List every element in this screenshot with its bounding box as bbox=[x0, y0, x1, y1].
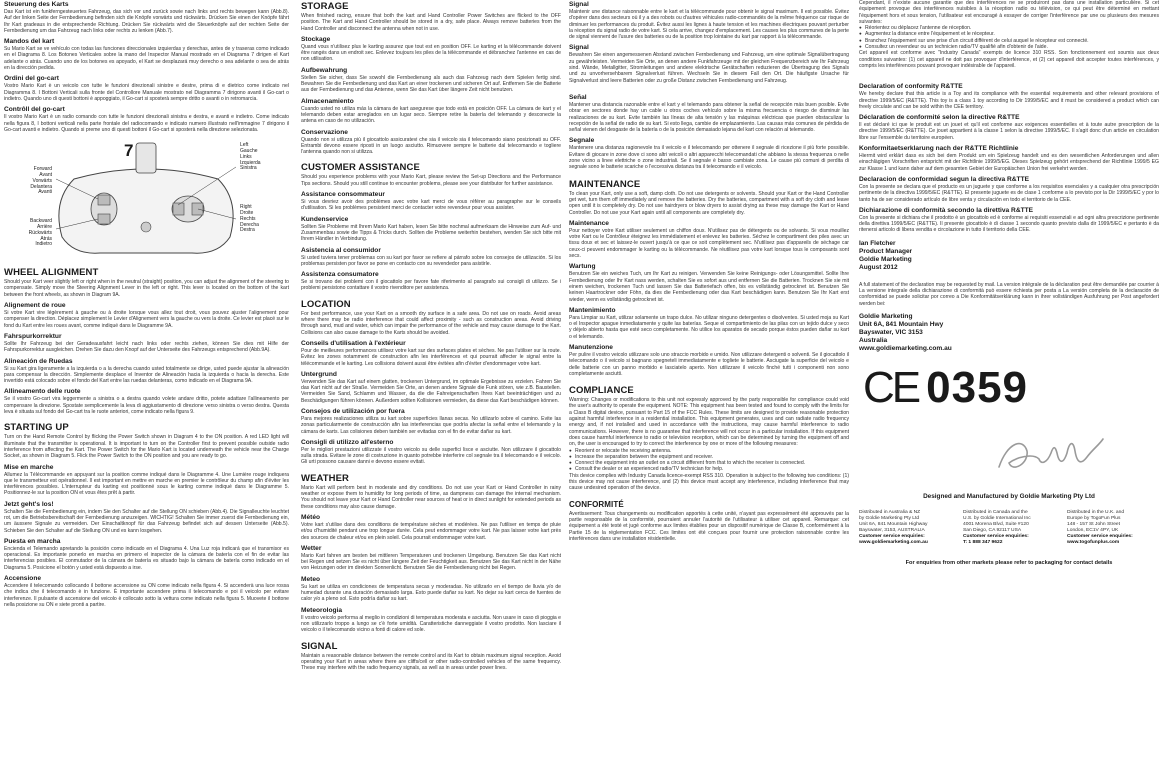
section-text: Accendere il telecomando collocando il bottone accensione su ON come indicato nella figura 4. Si accenderà una luce rossa che indica che il telecomando è in funzione. È importante accendere prima il telecomando e poi il veicolo per evitare interferenze. Il pulsante di accensione del veicolo è collocato sotto la vettura come indicato nella figura 5. Muovete il bottone nella posizione su ON e siete pronti a partire. bbox=[4, 583, 289, 608]
customer-service-label: Customer service enquiries: bbox=[1067, 533, 1133, 539]
section-text: Mario Kart will perform best in moderate and dry conditions. Do not use your Kart or Hand Controller in rainy weather or expose them to humidity for long periods of time, as dampness can damage the internal mechanism. You should not leave your Kart or Hand Controller near sources of heat or in direct sunlight for extended periods as these conditions may also cause damage. bbox=[301, 484, 561, 510]
section-accensione bbox=[4, 575, 289, 608]
section-text: Para mejores realizaciones utiliza su kart sobre superficies llanas secas. No utilizarlo sobre el camino. Evite las zonas particularmente de construcción afin las interferencias que podría afectar la señal entre el telemando y la cámara de karts. Las colisiones deben también ser evitadas con el fin de evitar dañar su kart. bbox=[301, 415, 561, 435]
section-weather bbox=[301, 473, 561, 510]
section-declaration-en bbox=[859, 83, 1159, 110]
address-line: Goldie Marketing bbox=[859, 312, 913, 320]
distributor-line: Distributed in the U.K. and bbox=[1067, 509, 1125, 515]
section-text: Stellen Sie sicher, dass Sie sowohl die Fernbedienung als auch das Fahrzeug nach dem Spielen fertig sind. Bewahren Sie die Fernbedienung und das Kart an einer trockenen und sicheren Ort auf. Entfernen Sie die Batterie aus der Fernbedienung und das Antenne, wenn Sie das Kart über längere Zeit nicht benutzen. bbox=[301, 74, 561, 94]
section-text: Bewahren Sie einen angemessenen Abstand zwischen Fernbedienung und Fahrzeug, um eine optimale Signalübertragung zu gewährleisten. Vermeiden Sie Orte, an denen andere Funkfahrzeuge mit der gleichen Frequenzbereich wie Ihr Fahrzeug sind. Wände, Metallgitter, Stromleitungen und andere elektrische Gerätschaften reduzieren die Übertragung des Signals und zu unvorhersehbarem Signalverlust führen. Wechseln Sie in diesem Fall den Ort. Die häufigste Ursache für Signalverlust sind leere Batterien oder zu große Distanz zwischen Fernbedienung und Fahrzeug. bbox=[569, 52, 849, 84]
section-text: Vostro Mario Kart è un veicolo con tutte le funzioni direzionali sinistre e destre, prima di e dietrico come indicato nel Diagramma 8. I Bottoni Verticali sulla fronte del Controllore Manuale mostrato nel Diagramma 7 dirigono avanti il Go-cart o indietro. Quando uno di questi bottoni è appoggiato, il Go-cart si sposterà sempre dritto o avanti o in retromarcia. bbox=[4, 83, 289, 102]
section-text: Cependant, il n'existe aucune garantie que des interférences ne se produiront pas dans une installation particulière. Si cet équipement provoque des interférences nuisibles à la réception radio ou télévision, ce qui peut être déterminé en mettant l'équipement hors et sous tension, l'utilisateur est encouragé à essayer de corriger l'interférence par une ou plusieurs des mesures suivantes: bbox=[859, 0, 1159, 25]
section-text: Turn on the Hand Remote Control by flicking the Power Switch shown in Diagram 4 to the ON position. A red LED light will illuminate that the transmitter is operational. It is important to turn on the Controller first to prevent possible outside radio interference from affecting the Kart. The Power Switch for the Mario Kart is located underneath the vehicle near the Charge Socket, as shown in Diagram 5. Flick the Power Switch to the ON position and you are ready to go. bbox=[4, 434, 289, 460]
distributor-line: Unit 6A, 841 Mountain Highway bbox=[859, 521, 928, 527]
section-heading: Steuerung des Karts bbox=[4, 1, 69, 8]
column-1 bbox=[4, 0, 289, 773]
label-right: Right bbox=[240, 204, 252, 211]
section-text: Si su Kart gira ligeramente a la izquierda o a la derecha cuando usted totalmente se dirige, usted puede ajustar la alineación para compensar la dirección. Simplemente desplace el Inventor de Alineación hacia la izquierda o hacia la derecha. Este invertido está colocado sobre el fondo del Kart entre las ruedas delanteras, como indicado en el Diagrama 9A. bbox=[4, 365, 289, 385]
section-text: Should you experience problems with your Mario Kart, please review the Set-up Directions and the Performance Tips sections. Should you still continue to encounter problems, please see your distributor for further assistance. bbox=[301, 174, 561, 187]
section-heading: Manutenzione bbox=[569, 343, 613, 351]
section-senal bbox=[569, 94, 849, 133]
section-text: Quando non si utilizza più il giocattolo assicuratevi che sia il veicolo sia il telecomando siano posizionati su OFF. Entrambi devono essere riposti in un luogo asciutto. Rimuovere sempre le batterie dal telecomando e togliere l'antenna quando non si utilizza. bbox=[301, 136, 561, 156]
section-allineamento bbox=[4, 388, 289, 415]
section-text: Sollten Sie Probleme mit Ihrem Mario Kart haben, lesen Sie bitte nochmal aufmerksam die Hinweise zum Auf- und Zusammenbau sowie die Tipps & Tricks durch. Sollten die Probleme weiterhin bestehen, wenden Sie sich bitte mit Ihrem Händler in Verbindung. bbox=[301, 223, 561, 243]
section-jetzt-gehts-los bbox=[4, 501, 289, 534]
signature-icon bbox=[989, 423, 1109, 483]
section-heading: CONFORMITÉ bbox=[569, 499, 624, 509]
section-stockage bbox=[301, 36, 561, 63]
section-meteo-es bbox=[301, 576, 561, 603]
section-heading: Consigli di utilizzo all'esterno bbox=[301, 438, 394, 446]
distributor-line: Bayswater, 3153, AUSTRALIA bbox=[859, 527, 925, 533]
left-labels bbox=[240, 143, 261, 172]
section-heading: Signal bbox=[569, 1, 589, 8]
section-compliance bbox=[569, 385, 849, 491]
section-consejos bbox=[301, 408, 561, 435]
section-text: Mantenere una distanza ragionevole tra il veicolo e il telecomando per ottenere il segnale di ricezione il più forte possibile. Evitare di giocare in zone dove ci sono altri veicoli o altri apparecchi telecomandati che abbiano la stessa frequenza o nelle zone vicino a linee elettriche o zone industriali. Se il segnale è basso cambiate zona. Le cause più comuni di perdita di segnale sono le batterie scariche o l'eccessiva distanza tra il telecomando e il veicolo. bbox=[569, 145, 849, 171]
customer-service-label: Customer service enquiries: bbox=[859, 533, 925, 539]
section-heading: Assistenza consumatore bbox=[301, 271, 379, 279]
section-storage bbox=[301, 1, 561, 32]
section-heading: COMPLIANCE bbox=[569, 385, 634, 397]
section-alineacion bbox=[4, 358, 289, 385]
list-item: ● Increase the separation between the equipment and receiver. bbox=[569, 454, 849, 460]
ce-mark-icon: CE bbox=[863, 362, 919, 412]
section-heading: Wartung bbox=[569, 263, 596, 271]
section-text: Cuando usted no utiliza más la cámara de kart asegurese que todo está en posición OFF. La cámara de kart y el telemando deben estar arreglados en un lugar seco. Siempre retire la batería del telemando y desconecte la antena en caso de no utilización. bbox=[301, 105, 561, 125]
section-text: We hereby declare that this article is a Toy and its compliance with the essential requirements and other relevant provisions of directive 1999/5/EC (R&TTE). This toy is a class 1 toy according to Dir 1999/5/EC and it must be considered a product which can freely circulate and can be sold within the CEE territory. bbox=[859, 91, 1159, 110]
section-meteo-fr bbox=[301, 514, 561, 541]
section-wartung bbox=[569, 263, 849, 302]
section-heading: Meteo bbox=[301, 575, 321, 583]
section-declaration-es bbox=[859, 176, 1159, 203]
list-item: ● Augmentez la distance entre l'équipement et le récepteur. bbox=[859, 31, 1159, 37]
label-avanti: Avanti bbox=[38, 189, 52, 196]
section-text: Cet appareil est conforme avec "Industry Canada" exempts de licence 310 RSS. Son fonctionnement est soumis aux deux conditions suivantes: (1) cet appareil ne doit pas provoquer d'interférence, et (2) cet appareil doit accepter toutes interférences, y compris les interférences pouvant provoquer indésirable de l'appareil. bbox=[859, 50, 1159, 69]
list-item: ● Consultez un revendeur ou un technicien radio/TV qualifié afin d'obtenir de l'aide. bbox=[859, 44, 1159, 50]
label-izquierda: Izquierda bbox=[240, 159, 261, 166]
section-signal-de bbox=[569, 44, 849, 83]
section-heading: Signal bbox=[569, 44, 589, 52]
column-3 bbox=[569, 0, 849, 773]
customer-service-label: Customer service enquiries: bbox=[963, 533, 1029, 539]
section-heading: Déclaration de conformité selon la directive R&TTE bbox=[859, 114, 1020, 122]
section-text: Warning: Changes or modifications to this unit not expressly approved by the party responsible for compliance could void the user's authority to operate the equipment. NOTE: This equipment has been tested and found to comply with the limits for a Class B digital device, pursuant to Part 15 of the FCC Rules. These limits are designed to provide reasonable protection against harmful interference in a residential installation. This equipment generates, uses and can radiate radio frequency energy and, if not installed and used in accordance with the instructions, may cause harmful interference to radio communications. However, there is no guarantee that interference will not occur in a particular installation. If this equipment does cause harmful interference to radio or television reception, which can be determined by turning the equipment off and on, the user is encouraged to try to correct the interference by one or more of the following measures: bbox=[569, 397, 849, 448]
customer-service-contact[interactable]: T: 1 888 347 9622 bbox=[963, 539, 1003, 545]
label-destra: Destra bbox=[240, 227, 255, 234]
section-heading: Météo bbox=[301, 513, 321, 521]
distributor-line: Distributed in Canada and the bbox=[963, 509, 1028, 515]
list-item: ● Branchez l'équipement sur une prise d'un circuit différent de celui auquel le récepteur est connecté. bbox=[859, 38, 1159, 44]
label-derecha: Derecha bbox=[240, 221, 259, 228]
section-text: Para Limpiar su Kart, utilizar solamente un trapo dulce. No utilizar ninguno detergentes o disolventes. Si usted moja su Kart o el Inspector apague inmediatamente y quite las baterías. Seque el compartimiento de las pilas con un tejido dulce y seco y déjelo abierto hasta que esté seco completamente. No utilice los aparatos de secado porque éstos pueden dañar su kart o el telemando. bbox=[569, 314, 849, 340]
label-links: Links bbox=[240, 153, 252, 160]
section-heading: Meteorologia bbox=[301, 606, 343, 614]
section-declaration-fr bbox=[859, 114, 1159, 141]
section-text: Maintain a reasonable distance between the remote control and its Kart to obtain maximum signal reception. Avoid operating your Kart in areas where there are cliffs/cell or other radio-controlled vehicles of the same frequency. These may interfere with the radio frequency signals, as well as in areas under power lines. bbox=[301, 652, 561, 672]
section-heading: Puesta en marcha bbox=[4, 537, 61, 545]
section-heading: Contrôll del go-cart bbox=[4, 106, 65, 114]
label-forward: Forward bbox=[33, 166, 52, 173]
website-link[interactable]: www.goldiemarketing.com.au bbox=[859, 344, 952, 352]
customer-service-contact[interactable]: www.goldiemarketing.com.au bbox=[859, 539, 928, 545]
distributor-uk-europe bbox=[1067, 510, 1159, 546]
section-wheel-alignment bbox=[4, 267, 289, 298]
section-text: Hiermit wird erklärt dass es sich bei dem Produkt um ein Spielzeug handelt und es den wesentlichen Anforderungen und allen einschlägigen Vorschriften entspricht mit der Richtlinie 1999/5/EG. Dieses Spielzeug gehört entsprechend der Richtlinie 1999/5 EG zur Klasse 1 und kann daher auf dem gesamten Gebiet der Europäischen Union frei verkehrt werden. bbox=[859, 153, 1159, 172]
section-signal-fr bbox=[569, 1, 849, 40]
goldie-signature bbox=[989, 423, 1159, 483]
section-text: Benutzen Sie ein weiches Tuch, um Ihr Kart zu reinigen. Verwenden Sie keine Reinigungs- oder Lösungsmittel. Sollte Ihre Fernbedienung oder Ihr Kart nass werden, schalten Sie es sofort aus und entfernen Sie die Batterien. Trocknen Sie sie mit einem weichen, trockenen Tuch und lassen Sie das Batteriefach offen, bis es vollständig getrocknet ist. Benutzen Sie keinen Haartrockner oder Föhn, da dies die Fernbedienung oder das Kart beschädigen kann. Benutzen Sie Ihr Kart erst wieder, wenn es vollständig getrocknet ist. bbox=[569, 271, 849, 303]
section-heading: WEATHER bbox=[301, 472, 350, 484]
section-location bbox=[301, 299, 561, 336]
distributor-line: London, EC1V 4PY, UK bbox=[1067, 527, 1119, 533]
section-heading: MAINTENANCE bbox=[569, 178, 641, 190]
label-indietro: Indietro bbox=[35, 241, 52, 248]
section-declaration-de bbox=[859, 145, 1159, 172]
ce-notified-body-number: 0359 bbox=[926, 362, 1029, 412]
section-text: Il vostro Mario Kart è un radio comando con tutte le funzioni direzionali sinistra e destra, e avanti e indietro. Come indicato nella figura 8, I bottoni verticali nella parte frontale del radiocomando e indicato numero illustrato nell'immagine 7 dirigono il Go-cart avanti e indietro. Quando si preme uno di questi bottoni il Go-cart si sposterà nella direzione selezionata. bbox=[4, 114, 289, 133]
section-consigli bbox=[301, 439, 561, 466]
section-heading: Kundenservice bbox=[301, 215, 349, 223]
label-sinistra: Sinistra bbox=[240, 165, 257, 172]
label-delantera: Delantera bbox=[30, 183, 52, 190]
section-wetter bbox=[301, 545, 561, 572]
section-heading: Aufbewahrung bbox=[301, 66, 348, 74]
distributor-canada-us bbox=[963, 510, 1055, 546]
section-heading: Segnale bbox=[569, 137, 595, 145]
label-gauche: Gauche bbox=[240, 147, 258, 154]
section-text: Con la presente si dichiara che il prodotto è un giocattolo ed è conforme ai requisiti essenziali e ad ogni altra prescrizione pertinente della direttiva 1999/5/EC (R&TTE). Il presente giocattolo è di classe 1 secondo quanto previsto dalla dir 1999/5/EC e pertanto è da ritenersi articolo di libera vendita e circolazione in tutto il territorio della CEE. bbox=[859, 214, 1159, 234]
section-text: Con la presente se declara que el producto es un juguete y que conforme a los requisitos esenciales y a cualquier otra prescripción pertinente de la directiva 1999/5/EC (R&TTE). El presente juguete es de clase 1 conforme a lo previsto por la Dir 1999/5/EC y por lo tanto ha de ser considerado artículo de libre venta y circulación en todo el territorio de la CEE. bbox=[859, 183, 1159, 203]
distributor-line: San Diego, CA 92117 USA bbox=[963, 527, 1022, 533]
label-rechts: Rechts bbox=[240, 215, 256, 222]
address-line: Bayswater, VIC 3153 bbox=[859, 328, 923, 336]
address-line: Australia bbox=[859, 336, 888, 344]
signer-block bbox=[859, 240, 1159, 272]
section-puesta-en-marcha bbox=[4, 538, 289, 571]
section-heading: Declaration of conformity R&TTE bbox=[859, 83, 963, 91]
section-ordini bbox=[4, 75, 289, 102]
section-text: To clean your Kart, only use a soft, damp cloth. Do not use detergents or solvents. Should your Kart or the Hand Controller get wet, turn them off immediately and remove the batteries. Dry the batteries, compartment with a soft dry cloth and leave open until it is completely dry. Do not use hairdryers or blow dryers to assist drying as these may damage the Kart or Hand Controller. Do not use your Kart again until all components are completely dry. bbox=[569, 190, 849, 216]
section-assistenza bbox=[301, 271, 561, 292]
signer-title: Product Manager bbox=[859, 247, 913, 255]
section-text: When finished racing, ensure that both the kart and Hand Controller Power Switches are flicked to the OFF position. The Kart and Hand Controller should be stored in a dry, safe place. Always remove batteries from the Hand Controller and disconnect the antenna when not in use. bbox=[301, 13, 561, 32]
section-fahrspurkorrektur bbox=[4, 333, 289, 354]
section-heading: Stockage bbox=[301, 35, 331, 43]
distributor-line: U.S. by Goldie International Inc bbox=[963, 515, 1031, 521]
section-aufbewahrung bbox=[301, 67, 561, 94]
section-text: Avertissement: Tous changements ou modification apportés à cette unité, n'ayant pas expressément été approuvés par la partie responsable de la conformité, pourraient annuler l'autorité de l'utilisateur à utiliser cet appareil. Remarque: cet équipement a été testé et jugé conforme aux limites établies pour un dispositif numérique de Classe B, conformément à la Partie 15 de la réglementation FCC. Ces limites ont été conçues pour fournir une protection raisonnable contre les interférences dans une installation résidentielle. bbox=[569, 510, 849, 542]
section-heading: Mandos del kart bbox=[4, 38, 55, 46]
section-text: Mantener una distancia razonable entre el kart y el telemando para obtener la señal de recepción más buen posible. Evite obrar en sectores donde hay un cable u otros coches vehículo sobre la misma frecuencia o riesgo de disminuir las realizaciones de su kart. Evite también las líneas de alta tensión y las máquinas eléctricas que pueden obstaculizar la recepción de la señal de radio de su kart. Si esto llega, cambie de emplazamiento. Las causas más comunes de pérdida de señal vienen del desgaste de la batería o de la posición demasiado lejana del kart con relación al telemando. bbox=[569, 101, 849, 134]
list-item: ● Réorientez ou déplacez l'antenne de réception. bbox=[859, 25, 1159, 31]
section-heading: Maintenance bbox=[569, 219, 609, 227]
label-droite: Droite bbox=[240, 209, 254, 216]
section-heading: Dichiarazione di conformità secondo la direttiva R&TTE bbox=[859, 206, 1034, 214]
section-text: Per pulire il vostro veicolo utilizzare solo uno straccio morbido e umido. Non utilizzare detergenti o solventi. Se il giocattolo il telecomando o il veicolo si bagnano spegneteli immediatamente e togliete le batterie. Asciugate la superficie del veicolo e delle batterie con un panno morbido e lasciatelo aperto. Non utilizzare il veicolo finché tutti i componenti non sono completamente asciutti. bbox=[569, 351, 849, 377]
section-text: Verwenden Sie das Kart auf einem glatten, trockenen Untergrund, im optimale Ergebnisse zu erzielen. Fahren Sie das Kart nicht auf der Straße. Vermeiden Sie Orte, an denen andere Signale die Funk stören, wie z.B. Baustellen. Vermeiden Sie Sand, Schlamm und Wasser, da die die Fahreigenschaften Ihres Kart beeinträchtigen und zu Beschädigungen führen können. Außerdem sollten Kollisionen vermieden, da diese das Kart beschädigen können. bbox=[301, 378, 561, 404]
section-heading: Almacenamiento bbox=[301, 97, 354, 105]
label-backward: Backward bbox=[30, 218, 52, 225]
section-assistance-consommateur bbox=[301, 191, 561, 212]
section-heading: Jetzt geht's los! bbox=[4, 500, 54, 508]
other-markets-note: For enquiries from other markets please refer to packaging for contact details bbox=[905, 559, 1113, 566]
section-conservazione bbox=[301, 129, 561, 156]
declaration-request-note: A full statement of the declaration may be requested by mail. La version intégrale de la déclaration peut être demandée par courrier à La versione integrale della dichiarazione di conformità può essere richiesta per posta a La versión completa de la declaración de conformidad se puede solicitar por correo a Die Konformitätserklärung kann in ihrer vollständigen Ausfuhrung per Post angefordert werden bei: bbox=[859, 281, 1159, 307]
section-heading: WHEEL ALIGNMENT bbox=[4, 267, 99, 279]
section-customer-assistance bbox=[301, 162, 561, 187]
section-text: Sollte Ihr Fahrzeug bei der Geradeausfahrt leicht nach links oder rechts ziehen, können Sie dies mit Hilfe der Fahrspurkorrektur ausgleichen. Drehen Sie dazu den Knopf auf der Unterseite des Fahrzeugs entsprechend (Abb.9A). bbox=[4, 340, 289, 354]
section-heading: Señal bbox=[569, 93, 587, 101]
section-heading: CUSTOMER ASSISTANCE bbox=[301, 162, 420, 174]
signer-company: Goldie Marketing bbox=[859, 255, 912, 263]
column-2 bbox=[301, 0, 561, 773]
interference-measures-list bbox=[859, 25, 1159, 50]
customer-service-contact[interactable]: www.togofunplus.com bbox=[1067, 539, 1120, 545]
section-heading: Conservazione bbox=[301, 128, 348, 136]
section-text: Si vous devriez avoir des problèmes avec votre kart merci de vous référer au paragraphe sur le conseils d'utilisation. Si les problèmes persistent merci de contacter votre revendeur pour vous assister. bbox=[301, 199, 561, 212]
label-avant: Avant bbox=[39, 171, 52, 178]
compliance-measures-list bbox=[569, 448, 849, 473]
section-alignement bbox=[4, 302, 289, 329]
section-text: Das Kart ist ein funkferngesteuertes Fahrzeug, das sich vor und zurück sowie nach links und rechts bewegen kann (Abb.8). Auf der linken Seite der Fernbedienung befinden sich die Knöpfe vorwärts und rückwärts. Drücken Sie einen der Knöpfe fährt Ihr Kart gradeaus in die entsprechende Richtung. Drücken Sie rückwärts wird die Steuerknöpfe auf der rechten Seite der Fernbedienung um das Fahrzeug nach links oder rechts zu lenken (Abb.7). bbox=[4, 9, 289, 34]
section-heading: Konformitaetserklarung nach der R&TTE Richtlinie bbox=[859, 145, 1019, 153]
section-text: Il est déclaré ici que le produit est un jouet et qu'il est conforme aux exigences essentielles et à toute autre prescription de la directive 1999/5/EC (R&TTE). Ce jouet appartient à la classe 1 selon la directive 1999/5/EC. Il s'agit donc d'un article en circulation libre sur l'ensemble du territoire européen. bbox=[859, 122, 1159, 141]
label-vorwaerts: Vorwärts bbox=[32, 177, 52, 184]
distributor-line: Distributed in Australia & NZ bbox=[859, 509, 921, 515]
section-text: This device complies with Industry Canada licence-exempt RSS 310. Operation is subject to the following two conditions: (1) this device may not cause interference, and (2) this device must accept any interference, including interference that may cause undesired operation of the device. bbox=[569, 472, 849, 492]
section-text: Pour de meilleures performances utilisez votre kart sur des surfaces plates et sèches. Ne pas l'utiliser sur la route. Évitez les zones notamment de construction afin les interférences et qui pourrait affecter le signal entre la télécommande et le karting. Les collisions doivent aussi être évitées afin d'éviter d'endommager votre kart. bbox=[301, 347, 561, 367]
section-text: Should your Kart veer slightly left or right when in the neutral (straight) position, you can adjust the alignment of the steering to compensate. Simply move the Steering Alignment Lever in the left or right. This lever is located on the bottom of the kart between the front wheels, as shown in Diagram 9A. bbox=[4, 279, 289, 298]
section-heading: Ordini del go-cart bbox=[4, 75, 59, 83]
distributor-line: 148 - 157 St John Street bbox=[1067, 521, 1121, 527]
distributors bbox=[859, 510, 1159, 546]
section-heading: Declaracion de conformidad segun la directiva R&TTE bbox=[859, 175, 1030, 183]
section-heading: Fahrspurkorrektur bbox=[4, 332, 62, 340]
section-segnale bbox=[569, 137, 849, 170]
forward-labels bbox=[12, 167, 52, 196]
designed-by: Designed and Manufactured by Goldie Marketing Pty Ltd bbox=[923, 492, 1095, 500]
section-asistencia bbox=[301, 247, 561, 268]
section-mantenimiento bbox=[569, 307, 849, 340]
section-text: Se si trovano dei problemi con il giocattolo per favore fate riferimento al paragrafo sui consigli di utilizzo. Se i problemi persistono contattare il vostro rivenditore per assistenza. bbox=[301, 279, 561, 292]
section-heading: Asistencia al consumidor bbox=[301, 246, 381, 254]
section-text: Su Mario Kart se ve vehículo con todas las funciones direccionales izquierdas y derechas, antes de y traseras como indicado en el Diagrama 8. Los Botones Verticales sobre la mano del Inspector Manual mostrado en el Diagrama 7 dirigen el Kart adelante o atrás. Cuando uno de los botones es apoyado, el Kart se desplazará muy derecho o sea adelante o sea de atrás en la dirección pedida. bbox=[4, 46, 289, 72]
remote-control-diagram bbox=[4, 139, 289, 257]
label-left: Left bbox=[240, 142, 249, 149]
section-almacenamiento bbox=[301, 98, 561, 125]
section-manutenzione bbox=[569, 344, 849, 377]
section-heading: Untergrund bbox=[301, 370, 337, 378]
section-maintenance-fr bbox=[569, 220, 849, 259]
section-heading: Accensione bbox=[4, 575, 42, 583]
section-text: Votre kart s'utilise dans des conditions de température sèches et modérées. Ne pas l'utiliser en temps de pluie et/ou d'humidité pendant une trop longue durée. Cela peut endommager votre kart. Ne pas laisser votre kart près des sources de chaleur et/ou en plein soleil. Cela pourrait endommager votre kart. bbox=[301, 521, 561, 541]
section-signal bbox=[301, 641, 561, 672]
label-rueckwaerts: Rückwärts bbox=[28, 229, 52, 236]
section-heading: Alineación de Ruedas bbox=[4, 357, 73, 365]
section-starting-up bbox=[4, 422, 289, 459]
section-heading: Mantenimiento bbox=[569, 306, 616, 314]
ce-marking bbox=[863, 363, 1159, 413]
section-heading: SIGNAL bbox=[301, 640, 338, 652]
section-heading: Mise en marche bbox=[4, 463, 54, 471]
list-item: ● Consult the dealer or an experienced radio/TV technician for help. bbox=[569, 466, 849, 472]
address-line: Unit 6A, 841 Mountain Hwy bbox=[859, 320, 944, 328]
section-text: Encienda el Telemando apretando la posición como indicado en el Diagrama 4. Una Luz roja indicará que el transmisor es operacional. Es importante ponerlo en marcha en primero el inspector de la cámara de batería con el fin de evitar las interferencias posibles. El conmutador de la cámara de batería es situado bajo la cámara de batería como indicado en el Diagrama 5. Posicione el botón y usted está dispuesto a irse. bbox=[4, 545, 289, 571]
section-text: Si votre Kart vire légèrement à gauche ou à droite lorsque vous allez tout droit, vous pouvez ajuster l'alignement pour compenser la direction. Déplacez simplement le Levier d'Alignement vers la gauche ou vers la droite. Ce levier est placé sur le fond du Kart entre les roues avant, comme indiqué dans le Diagramme 9A. bbox=[4, 310, 289, 329]
section-maintenance bbox=[569, 179, 849, 216]
section-heading: STARTING UP bbox=[4, 422, 69, 434]
section-text: Se il vostro Go-cart vira leggermente a sinistra o a destra quando volete andare dritto, potete adattare l'allineamento per compensare la direzione. Spostate semplicemente la leva di aggiustamento di direzione verso sinistra o verso destra. Questa leva è situata sul fondo del Go-cart tra le ruote anteriori, come indicato nella figura 9. bbox=[4, 396, 289, 416]
section-mise-en-marche bbox=[4, 464, 289, 497]
section-text: Pour nettoyer votre Kart utiliser seulement un chiffon doux. N'utilisez pas de détergents ou de solvants. Si vous mouillez votre Kart ou le Contrôleur éteignez les immédiatement et enlevez les batteries. Séchez le compartiment des piles avec un tissu doux et sec et laissez-le ouvert jusqu'à ce que ce soit complètement sec. N'utilisez pas d'appareils de séchage car ceux-ci peuvent endommager le karting ou la télécommande. Ne réutilisez pas votre kart lorsque tous le composants sont secs. bbox=[569, 227, 849, 260]
list-item: ● Reorient or relocate the receiving antenna. bbox=[569, 448, 849, 454]
label-atras: Atrás bbox=[40, 235, 52, 242]
section-heading: Allineamento delle ruote bbox=[4, 388, 81, 396]
section-heading: Consejos de utilización por fuera bbox=[301, 407, 405, 415]
section-text: Quand vous n'utilisez plus le karting assurez que tout est en position OFF. Le karting et la télécommande doivent être rangés dans un endroit sec. Enlevez toujours les piles de la télécommande et débranchez l'antenne en cas de non utilisation. bbox=[301, 43, 561, 63]
section-heading: Conseils d'utilisation à l'extérieur bbox=[301, 339, 406, 347]
distributor-line: 4001 Morena Blvd, Suite #120 bbox=[963, 521, 1029, 527]
section-heading: Alignement de roue bbox=[4, 302, 66, 310]
section-text: Per le migliori prestazioni utilizzate il vostro veicolo su delle superfici lisce e asciutte. Non utilizzare il giocattolo sulla strada. Evitare le zone di costruzione in quanto potrebbe interferire col segnale tra il telecomando e il veicolo. Gli urti possono causare danni e devono essere evitati. bbox=[301, 446, 561, 466]
column-4 bbox=[859, 0, 1159, 773]
distributor-australia bbox=[859, 510, 951, 546]
section-mandos bbox=[4, 38, 289, 71]
backward-labels bbox=[12, 219, 52, 248]
signer-name: Ian Fletcher bbox=[859, 239, 896, 247]
section-declaration-it bbox=[859, 207, 1159, 234]
section-text: Allumez la Télécommande en appuyant sur la position comme indiqué dans le Diagramme 4. Une Lumière rouge indiquera que le transmetteur est opérationnel. Il est important en mettre en marche en premier le contrôleur du champ afin d'éviter les interférences possibles. L'interrupteur du karting est positionné sous le karting comme indiqué dans le Diagramme 5. Positionnez-le sur la position ON et vous êtes prêt à partir. bbox=[4, 471, 289, 497]
section-text: Mario Kart fahren am besten bei mittleren Temperaturen und trockenen Umgebung. Benutzen Sie das Kart nicht bei Regen und setzen Sie es nicht über längere Zeit der Feuchtigkeit aus. Benutzen Sie das Kart nicht in der Nähe von Heizungen oder im direkten Sonnenlicht. Benutzen Sie die Fernbedienung nicht bei Regen. bbox=[301, 552, 561, 572]
section-conformite bbox=[569, 499, 849, 542]
section-conseils-utilisation bbox=[301, 340, 561, 367]
section-controll bbox=[4, 106, 289, 133]
section-text: Schalten Sie die Fernbedienung ein, indem Sie den Schalter auf die Stellung ON schieben (Abb.4). Die Signalleuchte leuchtet rot, um die Betriebsbereitschaft der Fernbedienung anzuzeigen. WICHTIG! Schalten Sie immer zuerst die Fernbedienung ein, um äussere Signale zu vermeiden. Der Einschaltknopf für das Fahrzeug befindet sich auf dessen Unterseite (Abb.5). Schieben Sie den Schalter auf die Stellung ON und es kann losgehen. bbox=[4, 508, 289, 534]
diagram-number: 7 bbox=[124, 141, 134, 161]
section-heading: Wetter bbox=[301, 544, 322, 552]
section-text: For best performance, use your Kart on a smooth dry surface in a safe area. Do not use on roads. Avoid areas where there may be radio interference that could affect proximity - such as construction areas. Avoid driving through sand, mud and water, which can impair the performance of the vehicle and may cause damage to the Kart. Collisions can also cause damage to the Karts should be avoided. bbox=[301, 310, 561, 336]
distributor-line: by Goldie Marketing Pty Ltd bbox=[859, 515, 920, 521]
company-address bbox=[859, 313, 1159, 353]
section-heading: LOCATION bbox=[301, 298, 351, 310]
section-steuerung bbox=[4, 1, 289, 34]
list-item: ● Connect the equipment into an outlet on a circuit different from that to which the receiver is connected. bbox=[569, 460, 849, 466]
right-labels bbox=[240, 205, 259, 234]
section-text: Maintenir une distance raisonnable entre le kart et la télécommande pour obtenir le signal maximum. Il est possible. Évitez d'opérer dans des secteurs où il y a des robots ou d'autres véhicules radio-commandés de la même fréquence car risque de diminuer les performances du produit. Évitez aussi les lignes à haute tension et les machines électriques pouvant perturber la réception du signal radio de votre kart. Si cela arrive, changez d'emplacement. Les causes les plus communes de la perte de signal viennent de l'usure des batteries ou de la position trop lointaine du kart par rapport à la télécommande. bbox=[569, 9, 849, 41]
section-meteorologia bbox=[301, 607, 561, 634]
section-kundenservice bbox=[301, 216, 561, 243]
section-text: Si usted tuviera tener problemas con su kart por favor se refiere al párrafo sobre los consejos de utilización. Si los problemas persisten por favor se pone en contacto con su revendedor para asistirle. bbox=[301, 254, 561, 267]
section-heading: Assistance consommateur bbox=[301, 191, 385, 199]
section-untergrund bbox=[301, 371, 561, 404]
distributor-line: Europe by TogoFun Plus bbox=[1067, 515, 1121, 521]
section-text: Il vostro veicolo performa al meglio in condizioni di temperatura moderata e asciutta. Non usare in caso di pioggia e non utilizzarlo troppo a lungo se c'è forte umidità. Caratteristiche danneggiate il vostro prodotto. Non lasciare il veicolo o il telecomando vicino a fonti di calore ed sole. bbox=[301, 614, 561, 634]
signer-date: August 2012 bbox=[859, 263, 898, 271]
section-text: Su kart se utiliza en condiciones de temperatura secas y moderadas. No utilizarlo en el tiempo de lluvia y/o de humedad durante una duración demasiado larga. Esto puede dañar su kart. No dejar su kart cerca de fuentes de calor y/o a pleno sol. Esto podría dañar su kart. bbox=[301, 583, 561, 603]
label-arriere: Arrière bbox=[36, 223, 52, 230]
section-heading: STORAGE bbox=[301, 1, 349, 12]
